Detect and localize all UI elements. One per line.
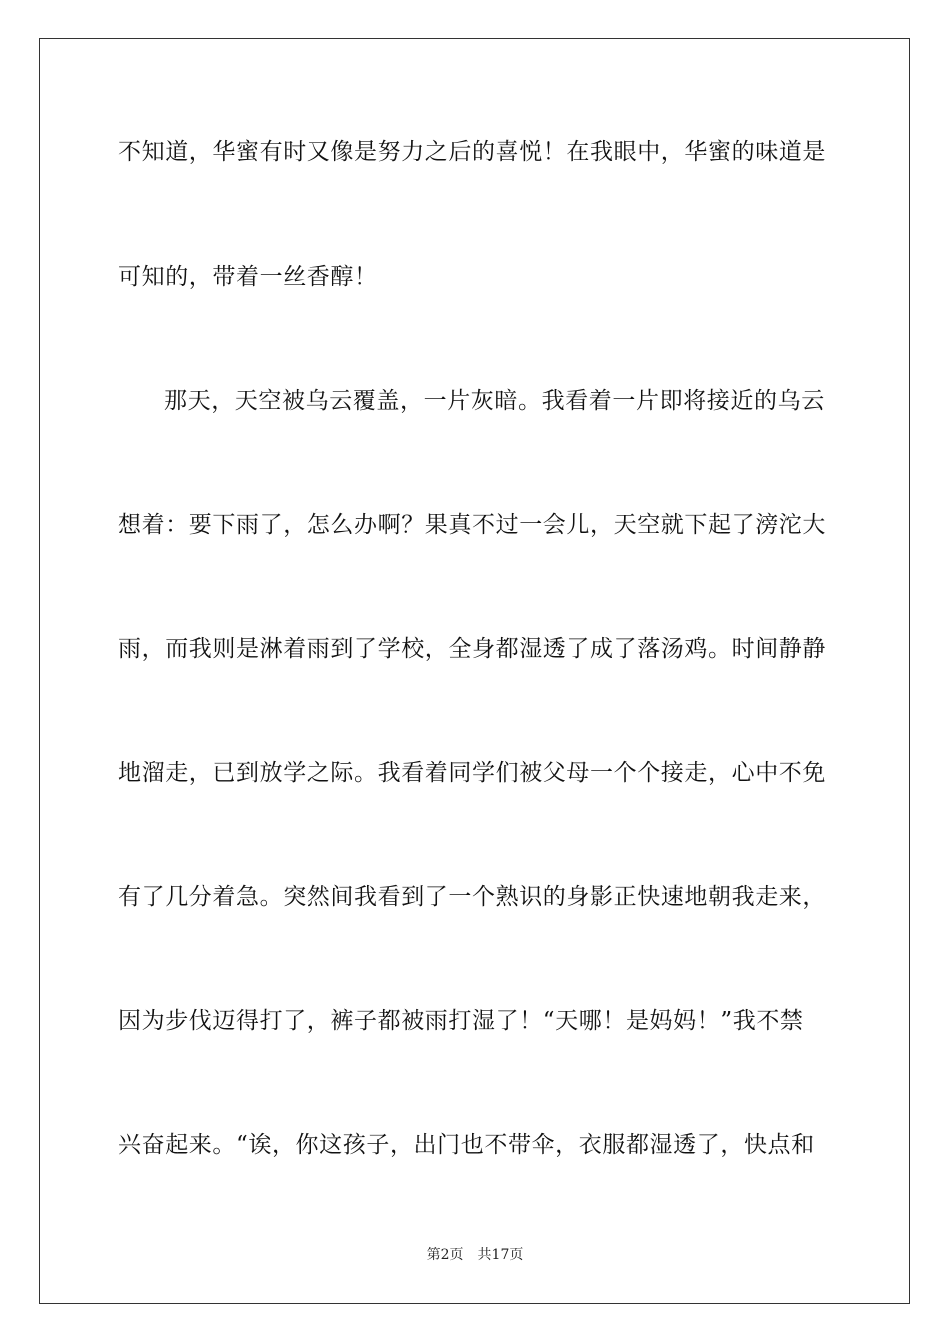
text-line-2: 可知的，带着一丝香醇！ — [118, 264, 378, 290]
page-number: 第2页 — [426, 1247, 464, 1263]
text-line-6: 地溜走，已到放学之际。我看着同学们被父母一个个接走，心中不免 — [118, 760, 826, 786]
page-border — [39, 38, 910, 1304]
text-line-4: 想着：要下雨了，怎么办啊？果真不过一会儿，天空就下起了滂沱大 — [118, 512, 826, 538]
text-line-9: 兴奋起来。“诶，你这孩子，出门也不带伞，衣服都湿透了，快点和 — [118, 1132, 815, 1158]
text-line-7: 有了几分着急。突然间我看到了一个熟识的身影正快速地朝我走来， — [118, 884, 826, 910]
page-total: 共17页 — [477, 1247, 524, 1263]
text-line-1: 不知道，华蜜有时又像是努力之后的喜悦！在我眼中，华蜜的味道是 — [118, 139, 826, 165]
text-line-8: 因为步伐迈得打了，裤子都被雨打湿了！“天哪！是妈妈！”我不禁 — [118, 1008, 804, 1034]
text-line-3: 那天，天空被乌云覆盖，一片灰暗。我看着一片即将接近的乌云 — [164, 388, 825, 414]
text-line-5: 雨，而我则是淋着雨到了学校，全身都湿透了成了落汤鸡。时间静静 — [118, 636, 826, 662]
page-footer — [0, 1246, 950, 1264]
